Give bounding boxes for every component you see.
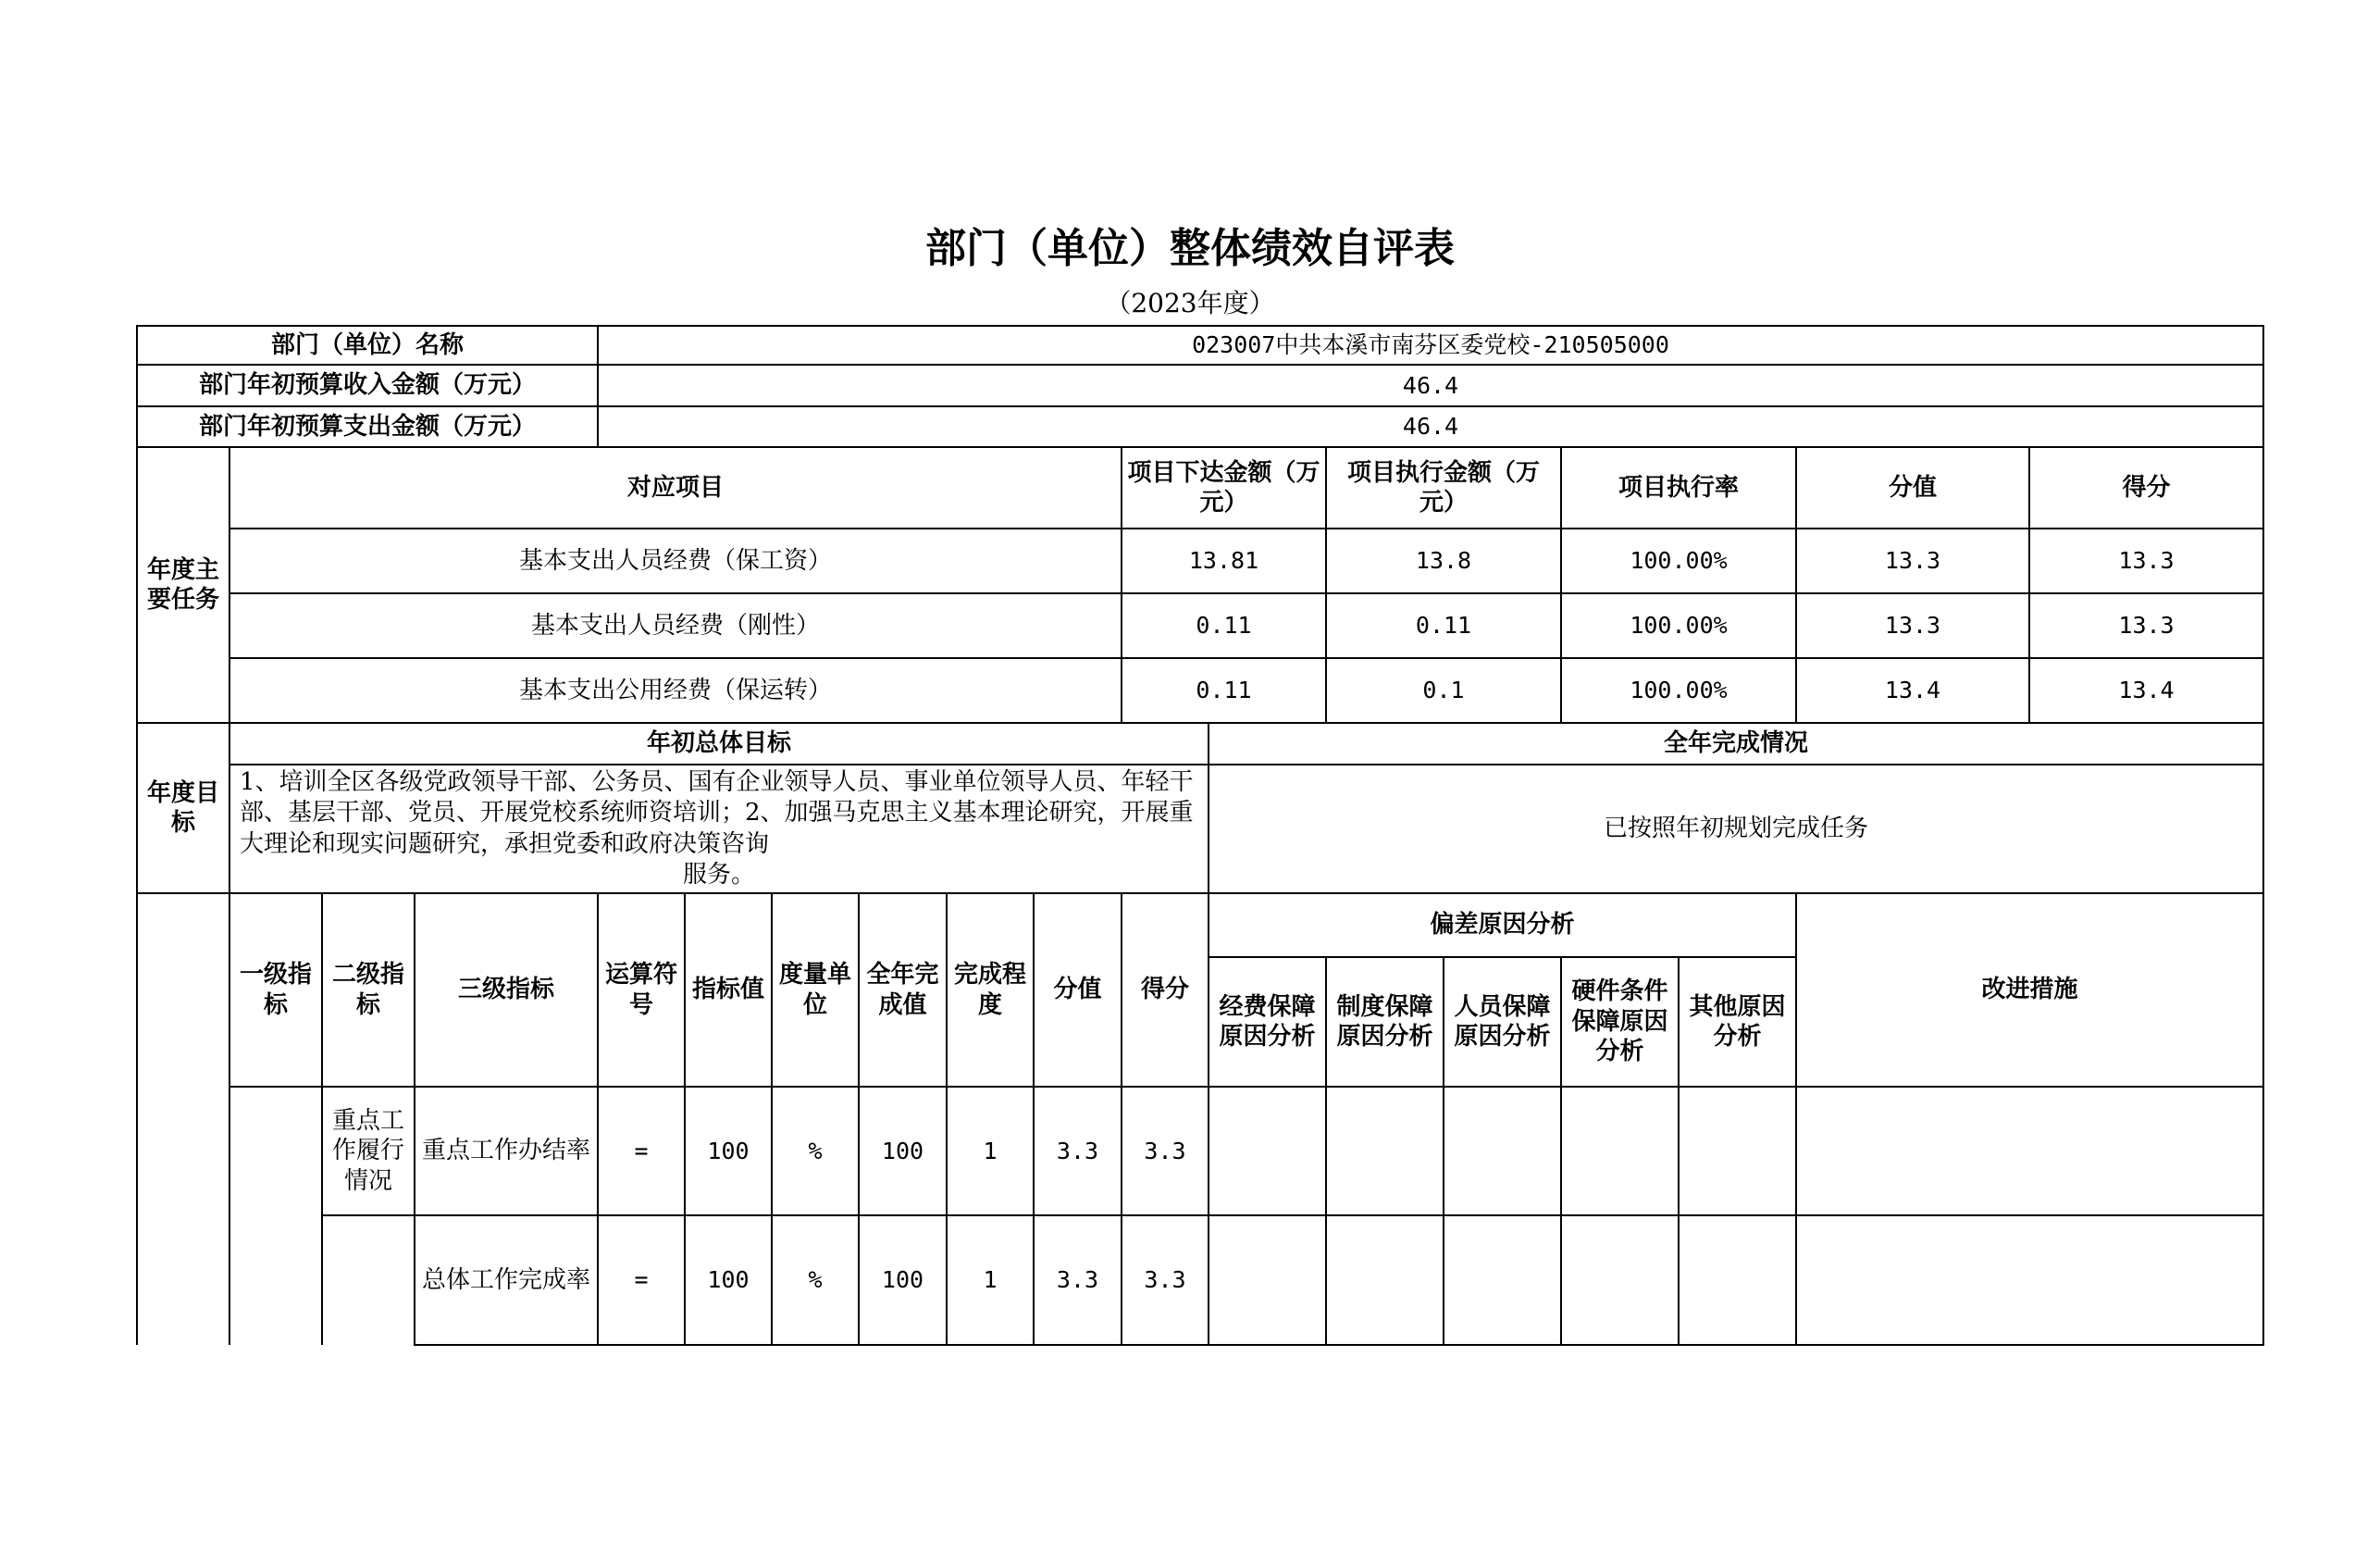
tasks-header-score-value: 分值 bbox=[1796, 447, 2029, 529]
indicators-header-actual: 全年完成值 bbox=[859, 893, 947, 1087]
indicator-dev-other bbox=[1679, 1215, 1796, 1345]
tasks-header-score: 得分 bbox=[2029, 447, 2263, 529]
goals-initial-text-cell bbox=[229, 765, 1209, 893]
task-allocated: 13.81 bbox=[1122, 529, 1326, 593]
evaluation-table bbox=[136, 325, 2264, 1346]
indicator-level2: 重点工作履行情况 bbox=[322, 1087, 415, 1215]
indicator-score: 3.3 bbox=[1122, 1087, 1209, 1215]
indicator-dev-hardware bbox=[1561, 1215, 1679, 1345]
indicator-dev-hardware bbox=[1561, 1087, 1679, 1215]
indicators-header-level2: 二级指标 bbox=[322, 893, 415, 1087]
indicator-unit: % bbox=[772, 1087, 859, 1215]
tasks-header-executed: 项目执行金额（万元） bbox=[1326, 447, 1561, 529]
indicators-header-score: 得分 bbox=[1122, 893, 1209, 1087]
tasks-section-label: 年度主要任务 bbox=[137, 447, 229, 723]
task-score: 13.3 bbox=[2029, 593, 2263, 658]
table-row bbox=[137, 658, 2263, 723]
task-executed: 0.1 bbox=[1326, 658, 1561, 723]
indicators-header-deviation: 偏差原因分析 bbox=[1209, 893, 1796, 957]
indicator-dev-system bbox=[1326, 1087, 1444, 1215]
page-subtitle: （2023年度） bbox=[1105, 288, 1275, 318]
indicators-header-improvement: 改进措施 bbox=[1796, 893, 2263, 1087]
indicators-header-dev-other: 其他原因分析 bbox=[1679, 957, 1796, 1087]
indicator-completion: 1 bbox=[947, 1215, 1034, 1345]
task-score-value: 13.3 bbox=[1796, 529, 2029, 593]
indicator-dev-other bbox=[1679, 1087, 1796, 1215]
task-score-value: 13.3 bbox=[1796, 593, 2029, 658]
info-row-income bbox=[137, 365, 2263, 406]
task-score: 13.3 bbox=[2029, 529, 2263, 593]
task-rate: 100.00% bbox=[1561, 529, 1796, 593]
indicator-level2 bbox=[322, 1215, 415, 1345]
info-value-name: 023007中共本溪市南芬区委党校-210505000 bbox=[598, 326, 2263, 365]
tasks-header-rate: 项目执行率 bbox=[1561, 447, 1796, 529]
indicator-actual: 100 bbox=[859, 1215, 947, 1345]
table-row bbox=[137, 1087, 2263, 1215]
task-item: 基本支出公用经费（保运转） bbox=[229, 658, 1122, 723]
indicators-section-blank bbox=[137, 893, 229, 1345]
task-item: 基本支出人员经费（刚性） bbox=[229, 593, 1122, 658]
task-item: 基本支出人员经费（保工资） bbox=[229, 529, 1122, 593]
table-row bbox=[137, 1215, 2263, 1345]
tasks-header-allocated: 项目下达金额（万元） bbox=[1122, 447, 1326, 529]
indicators-header-dev-system: 制度保障原因分析 bbox=[1326, 957, 1444, 1087]
indicator-unit: % bbox=[772, 1215, 859, 1345]
indicator-score: 3.3 bbox=[1122, 1215, 1209, 1345]
indicator-target: 100 bbox=[685, 1087, 772, 1215]
info-value-income: 46.4 bbox=[598, 365, 2263, 406]
page-title: 部门（单位）整体绩效自评表 bbox=[925, 225, 1455, 272]
task-score-value: 13.4 bbox=[1796, 658, 2029, 723]
task-score: 13.4 bbox=[2029, 658, 2263, 723]
table-row bbox=[137, 529, 2263, 593]
indicators-header-level3: 三级指标 bbox=[415, 893, 598, 1087]
task-rate: 100.00% bbox=[1561, 593, 1796, 658]
info-label-expense: 部门年初预算支出金额（万元） bbox=[137, 406, 598, 447]
indicator-level1 bbox=[229, 1087, 322, 1345]
indicator-dev-funding bbox=[1209, 1215, 1326, 1345]
indicators-header-unit: 度量单位 bbox=[772, 893, 859, 1087]
task-allocated: 0.11 bbox=[1122, 658, 1326, 723]
indicator-operator: = bbox=[598, 1087, 685, 1215]
goals-initial-header: 年初总体目标 bbox=[229, 723, 1209, 765]
indicators-header-level1: 一级指标 bbox=[229, 893, 322, 1087]
goals-initial-text: 1、培训全区各级党政领导干部、公务员、国有企业领导人员、事业单位领导人员、年轻干部、基层干部、党员、开展党校系统师资培训；2、加强马克思主义基本理论研究，开展重大理论和现实问题研究，承担党委和政府决策咨询 bbox=[240, 768, 1194, 858]
indicator-improvement bbox=[1796, 1087, 2263, 1215]
info-label-income: 部门年初预算收入金额（万元） bbox=[137, 365, 598, 406]
indicator-dev-system bbox=[1326, 1215, 1444, 1345]
info-row-name bbox=[137, 326, 2263, 365]
task-rate: 100.00% bbox=[1561, 658, 1796, 723]
indicator-actual: 100 bbox=[859, 1087, 947, 1215]
goals-initial-text-last: 服务。 bbox=[682, 860, 755, 889]
info-value-expense: 46.4 bbox=[598, 406, 2263, 447]
goals-completion-text: 已按照年初规划完成任务 bbox=[1209, 765, 2263, 893]
indicator-level3: 总体工作完成率 bbox=[415, 1215, 598, 1345]
indicator-dev-staff bbox=[1444, 1215, 1561, 1345]
goals-section-label: 年度目标 bbox=[137, 723, 229, 893]
info-label-name: 部门（单位）名称 bbox=[137, 326, 598, 365]
goals-completion-header: 全年完成情况 bbox=[1209, 723, 2263, 765]
indicator-dev-funding bbox=[1209, 1087, 1326, 1215]
indicators-header-row bbox=[137, 893, 2263, 957]
indicators-header-dev-staff: 人员保障原因分析 bbox=[1444, 957, 1561, 1087]
indicators-header-completion: 完成程度 bbox=[947, 893, 1034, 1087]
tasks-header-item: 对应项目 bbox=[229, 447, 1122, 529]
table-row bbox=[137, 593, 2263, 658]
indicator-completion: 1 bbox=[947, 1087, 1034, 1215]
indicators-header-dev-hardware: 硬件条件保障原因分析 bbox=[1561, 957, 1679, 1087]
indicator-score-value: 3.3 bbox=[1034, 1087, 1122, 1215]
indicators-header-dev-funding: 经费保障原因分析 bbox=[1209, 957, 1326, 1087]
goals-content-row bbox=[137, 765, 2263, 893]
indicator-dev-staff bbox=[1444, 1087, 1561, 1215]
tasks-header-row bbox=[137, 447, 2263, 529]
indicators-header-operator: 运算符号 bbox=[598, 893, 685, 1087]
indicator-target: 100 bbox=[685, 1215, 772, 1345]
info-row-expense bbox=[137, 406, 2263, 447]
indicators-header-score-value: 分值 bbox=[1034, 893, 1122, 1087]
indicator-operator: = bbox=[598, 1215, 685, 1345]
task-executed: 13.8 bbox=[1326, 529, 1561, 593]
goals-header-row bbox=[137, 723, 2263, 765]
indicators-header-target: 指标值 bbox=[685, 893, 772, 1087]
task-allocated: 0.11 bbox=[1122, 593, 1326, 658]
indicator-score-value: 3.3 bbox=[1034, 1215, 1122, 1345]
indicator-level3: 重点工作办结率 bbox=[415, 1087, 598, 1215]
indicator-improvement bbox=[1796, 1215, 2263, 1345]
task-executed: 0.11 bbox=[1326, 593, 1561, 658]
